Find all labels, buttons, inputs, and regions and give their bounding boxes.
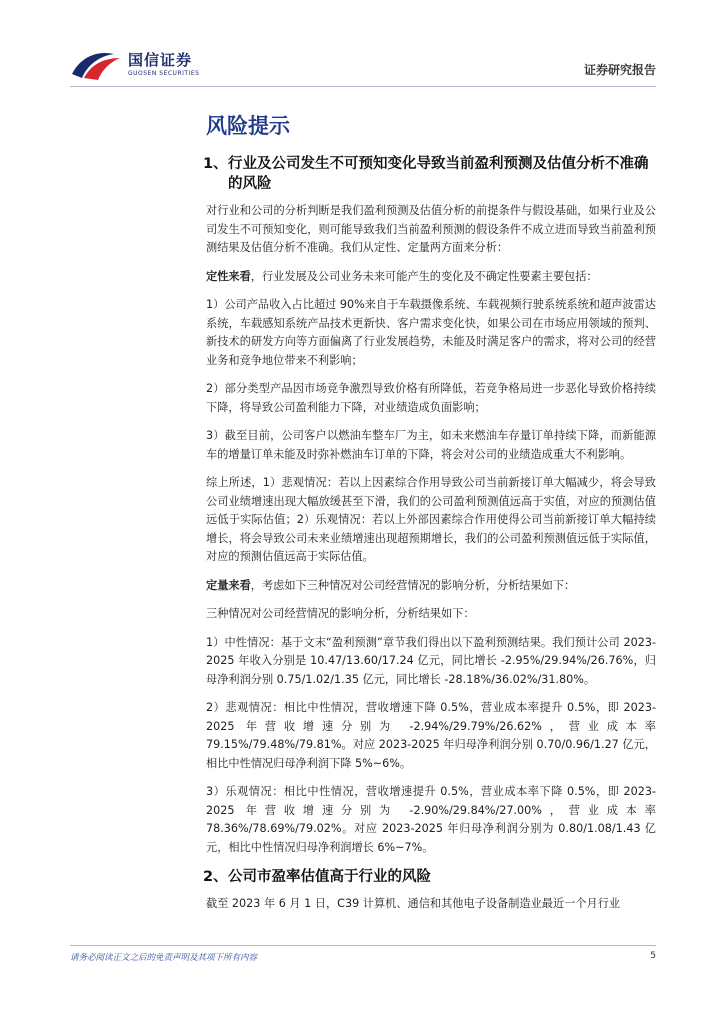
logo-en-text: GUOSEN SECURITIES (128, 70, 200, 77)
paragraph: 综上所述，1）悲观情况：若以上因素综合作用导致公司当前新接订单大幅减少，将会导致公司业绩增速出现大幅放缓甚至下滑，我们的公司盈利预测值远高于实值，对应的预测估值远低于实际估值；2）乐观情况：若以上外部因素综合作用使得公司当前新接订单大幅持续增长，将会导致公司未来业绩增速出现超预期增长，我们的公司盈利预测值远低于实际值，对应的预测估值远高于实际估值。 (206, 476, 656, 563)
heading-text: 公司市盈率估值高于行业的风险 (228, 869, 431, 885)
paragraph: 2）悲观情况：相比中性情况，营收增速下降 0.5%，营业成本率提升 0.5%，即 2023-2025 年营收增速分别为 -2.94%/29.79%/26.62%，营业成本率 79.15%/79.48%/79.81%。对应 2023-2025 年归母净利润分别 0.70/0.96/1.27 亿元，相比中性情况归母净利润下降 5%~6%。 (206, 701, 656, 770)
paragraph: 三种情况对公司经营情况的影响分析，分析结果如下： (206, 607, 475, 620)
page-header (70, 48, 656, 84)
lead-text: 定量来看 (206, 578, 251, 592)
paragraph (206, 268, 656, 287)
header-divider (70, 86, 656, 87)
heading-number: 1、 (203, 156, 228, 172)
logo-cn-text: 国信证券 (128, 51, 193, 69)
heading-risk-1 (203, 154, 656, 194)
paragraph-text: ，行业发展及公司业务未来可能产生的变化及不确定性要素主要包括： (250, 269, 598, 283)
page-number: 5 (650, 951, 656, 961)
paragraph: 截至 2023 年 6 月 1 日，C39 计算机、通信和其他电子设备制造业最近一个月行业 (206, 897, 621, 910)
paragraph: 3）乐观情况：相比中性情况，营收增速提升 0.5%，营业成本率下降 0.5%，即 2023-2025 年营收增速分别为 -2.90%/29.84%/27.00%，营业成本率 78.36%/78.69%/79.02%。对应 2023-2025 年归母净利润分别为 0.80/1.08/1.43 亿元，相比中性情况归母净利润增长 6%~7%。 (206, 785, 656, 854)
paragraph-text: ，考虑如下三种情况对公司经营情况的影响分析，分析结果如下： (250, 578, 576, 592)
lead-text: 定性来看 (206, 269, 251, 283)
disclaimer-note: 请务必阅读正文之后的免责声明及其项下所有内容 (70, 953, 258, 963)
paragraph (206, 577, 656, 596)
heading-text: 行业及公司发生不可预知变化导致当前盈利预测及估值分析不准确的风险 (228, 156, 649, 192)
footer-divider (70, 945, 656, 946)
report-type: 证券研究报告 (583, 63, 656, 77)
paragraph: 1）中性情况：基于文末“盈利预测”章节我们得出以下盈利预测结果。我们预计公司 2023-2025 年收入分别是 10.47/13.60/17.24 亿元，同比增长 -2.95%/29.94%/26.76%，归母净利润分别 0.75/1.02/1.35 亿元，同比增长 -28.18%/36.02%/31.80%。 (206, 635, 656, 686)
paragraph: 2）部分类型产品因市场竞争激烈导致价格有所降低，若竞争格局进一步恶化导致价格持续下降，将导致公司盈利能力下降，对业绩造成负面影响； (206, 382, 656, 414)
paragraph: 1）公司产品收入占比超过 90%来自于车载摄像系统、车载视频行驶系统系统和超声波雷达系统，车载感知系统产品技术更新快、客户需求变化快，如果公司在市场应用领域的预判、新技术的研发方向等方面偏离了行业发展趋势，未能及时满足客户的需求，将对公司的经营业务和竞争地位带来不利影响； (206, 298, 656, 367)
section-title: 风险提示 (206, 114, 290, 138)
company-logo (70, 48, 199, 82)
main-content (203, 112, 656, 924)
heading-risk-2 (203, 867, 656, 887)
guosen-logo-icon (70, 48, 122, 82)
heading-number: 2、 (203, 869, 228, 885)
paragraph: 对行业和公司的分析判断是我们盈利预测及估值分析的前提条件与假设基础，如果行业及公司发生不可预知变化，则可能导致我们当前盈利预测的假设条件不成立进而导致当前盈利预测结果及估值分析不准确。我们从定性、定量两方面来分析： (206, 204, 656, 254)
paragraph: 3）截至目前，公司客户以燃油车整车厂为主，如未来燃油车存量订单持续下降，而新能源车的增量订单未能及时弥补燃油车订单的下降，将会对公司的业绩造成重大不利影响。 (206, 429, 656, 461)
